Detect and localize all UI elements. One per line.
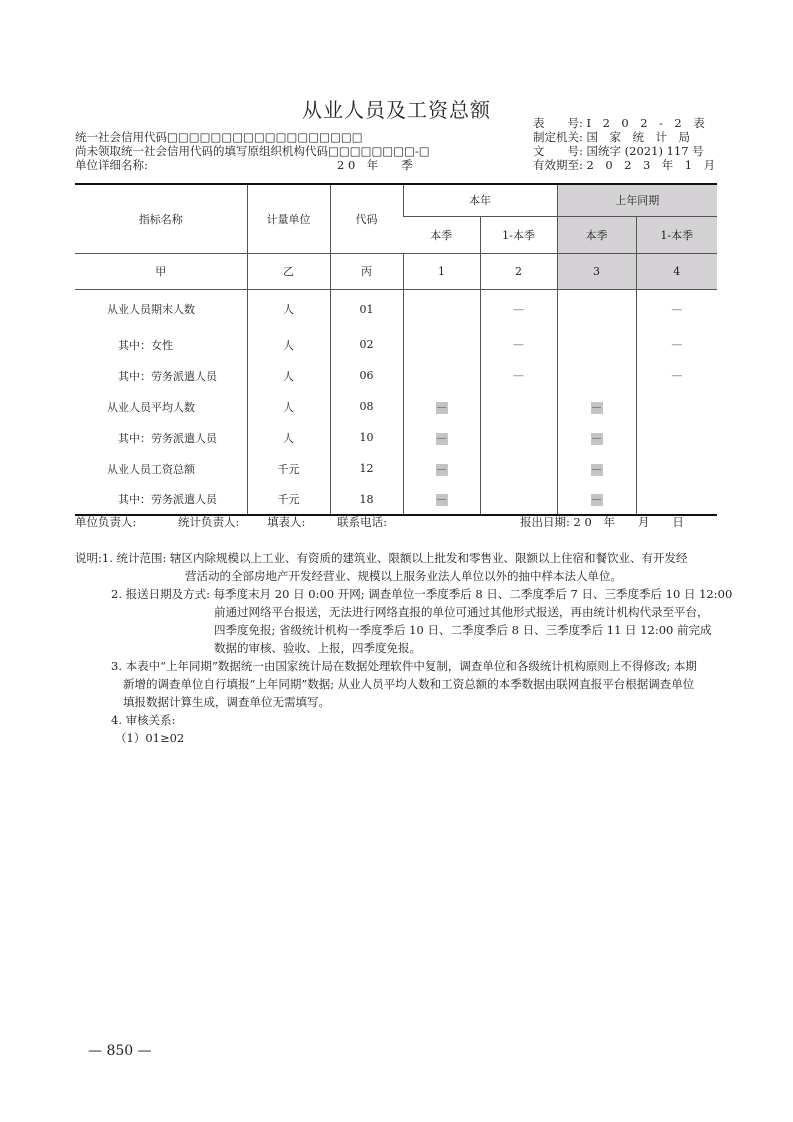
- value-cell-4: [636, 360, 717, 391]
- not-applicable-dash: —: [671, 369, 683, 382]
- value-cell-4[interactable]: [636, 484, 717, 515]
- index-cell: 3: [557, 253, 636, 289]
- code-cell: 06: [330, 360, 403, 391]
- value-cell-4: [636, 289, 717, 329]
- index-row: [75, 253, 717, 289]
- note-2: 2. 报送日期及方式: 每季度末月 20 日 0:00 开网; 调查单位一季度季后 8 日、二季度季后 7 日、三季度季后 10 日 12:00: [111, 587, 733, 601]
- computed-cell-marker: —: [436, 463, 447, 475]
- table-row: [75, 289, 717, 329]
- header-last-year: 上年同期: [557, 184, 717, 216]
- notes-label: 说明:: [75, 551, 102, 565]
- value-cell-3[interactable]: [557, 360, 636, 391]
- header-this-quarter: 本季: [403, 216, 480, 253]
- index-cell: 乙: [247, 253, 330, 289]
- indicator-name: 其中：劳务派遣人员: [75, 484, 247, 515]
- not-applicable-dash: —: [513, 369, 524, 382]
- value-cell-1[interactable]: [403, 289, 480, 329]
- table-row: [75, 422, 717, 453]
- note-3-cont: 填报数据计算生成，调查单位无需填写。: [123, 695, 330, 709]
- filler-label: 填表人:: [267, 515, 306, 529]
- computed-cell-marker: —: [436, 401, 447, 413]
- stat-head-label: 统计负责人:: [178, 515, 240, 529]
- computed-cell-marker: —: [591, 494, 602, 505]
- table-row: [75, 360, 717, 391]
- value-cell-1[interactable]: [403, 360, 480, 391]
- indicator-name: 其中：劳务派遣人员: [118, 369, 217, 383]
- note-1: 1. 统计范围: 辖区内除规模以上工业、有资质的建筑业、限额以上批发和零售业、限额以上住宿和餐饮业、有开发经: [101, 551, 688, 565]
- value-cell-3[interactable]: [557, 329, 636, 360]
- note-1-cont: 营活动的全部房地产开发经营业、规模以上服务业法人单位以外的抽中样本法人单位。: [185, 569, 622, 583]
- note-4-rule: （1）01≥02: [115, 731, 185, 745]
- value-cell-3[interactable]: [557, 289, 636, 329]
- issuing-authority: 制定机关: 国 家 统 计 局: [533, 130, 691, 144]
- value-cell-3: [557, 484, 636, 515]
- value-cell-1: [403, 453, 480, 484]
- period: 2 0 年 季: [337, 158, 413, 172]
- index-cell: 丙: [330, 253, 403, 289]
- header-ly-ytd: 1-本季: [636, 216, 717, 253]
- index-cell: 1: [403, 253, 480, 289]
- header-ly-this-quarter: 本季: [557, 216, 636, 253]
- unit-cell: 人: [247, 329, 330, 360]
- table-row: [75, 453, 717, 484]
- not-applicable-dash: —: [513, 302, 524, 316]
- unit-cell: 人: [247, 422, 330, 453]
- header-unit: 计量单位: [247, 184, 330, 253]
- unit-cell: 人: [247, 360, 330, 391]
- index-cell: 2: [480, 253, 557, 289]
- phone-label: 联系电话:: [337, 515, 387, 529]
- value-cell-2[interactable]: [480, 453, 557, 484]
- value-cell-2[interactable]: [480, 391, 557, 422]
- org-code-line: 尚未领取统一社会信用代码的填写原组织机构代码□□□□□□□□-□: [75, 144, 430, 158]
- valid-until: 有效期至: 2 0 2 3 年 1 月: [533, 158, 716, 172]
- indicator-name: 其中：劳务派遣人员: [118, 431, 217, 445]
- value-cell-4[interactable]: [636, 453, 717, 484]
- header-ytd: 1-本季: [480, 216, 557, 253]
- note-3-cont: 新增的调查单位自行填报“上年同期”数据; 从业人员平均人数和工资总额的本季数据由联网直报平台根据调查单位: [123, 677, 695, 691]
- indicator-name: 从业人员平均人数: [107, 400, 195, 414]
- value-cell-2[interactable]: [480, 422, 557, 453]
- unit-cell: 人: [247, 289, 330, 329]
- index-cell: 4: [636, 253, 717, 289]
- computed-cell-marker: —: [436, 494, 447, 505]
- header-indicator: 指标名称: [75, 184, 247, 253]
- indicator-name: 其中：女性: [118, 338, 173, 352]
- header-right: [533, 116, 715, 172]
- computed-cell-marker: —: [591, 432, 602, 444]
- unit-cell: 千元: [247, 453, 330, 484]
- table-row: [75, 329, 717, 360]
- note-3: 3. 本表中“上年同期”数据统一由国家统计局在数据处理软件中复制，调查单位和各级统计机构原则上不得修改; 本期: [111, 659, 697, 673]
- computed-cell-marker: —: [591, 401, 602, 413]
- not-applicable-dash: —: [671, 338, 683, 351]
- unit-name-line: 单位详细名称:: [75, 158, 148, 172]
- indicator-name: 从业人员期末人数: [107, 303, 195, 317]
- code-cell: 18: [330, 484, 403, 515]
- indicator-name: 从业人员工资总额: [107, 462, 195, 476]
- table-row: [75, 484, 717, 515]
- document-number: 文 号: 国统字 (2021) 117 号: [533, 144, 704, 158]
- code-cell: 12: [330, 453, 403, 484]
- code-cell: 02: [330, 329, 403, 360]
- code-cell: 10: [330, 422, 403, 453]
- note-2-cont: 前通过网络平台报送，无法进行网络直报的单位可通过其他形式报送，再由统计机构代录至平台，: [214, 605, 709, 619]
- value-cell-2: [480, 360, 557, 391]
- value-cell-3: [557, 422, 636, 453]
- credit-code-line: 统一社会信用代码□□□□□□□□□□□□□□□□□□: [75, 130, 363, 144]
- computed-cell-marker: —: [591, 463, 602, 475]
- page-number: — 850 —: [88, 1043, 152, 1059]
- value-cell-1: [403, 422, 480, 453]
- value-cell-3: [557, 391, 636, 422]
- value-cell-2: [480, 329, 557, 360]
- form-number: 表 号: I 2 0 2 - 2 表: [533, 116, 705, 130]
- unit-cell: 人: [247, 391, 330, 422]
- not-applicable-dash: —: [513, 338, 524, 351]
- report-date: 报出日期: 2 0 年 月 日: [520, 515, 684, 529]
- code-cell: 08: [330, 391, 403, 422]
- notes: [75, 549, 732, 747]
- value-cell-3: [557, 453, 636, 484]
- note-2-cont: 数据的审核、验收、上报，四季度免报。: [214, 641, 421, 655]
- table-row: [75, 391, 717, 422]
- unit-cell: 千元: [247, 484, 330, 515]
- index-cell: 甲: [75, 253, 247, 289]
- value-cell-1: [403, 391, 480, 422]
- value-cell-1[interactable]: [403, 329, 480, 360]
- header-this-year: 本年: [403, 184, 557, 216]
- note-4: 4. 审核关系:: [111, 713, 176, 727]
- unit-head-label: 单位负责人:: [75, 515, 137, 529]
- note-2-cont: 四季度免报; 省级统计机构一季度季后 10 日、二季度季后 8 日、三季度季后 11 日 12:00 前完成: [214, 623, 712, 637]
- value-cell-2[interactable]: [480, 484, 557, 515]
- page-title: 从业人员及工资总额: [302, 98, 491, 122]
- value-cell-2: [480, 289, 557, 329]
- value-cell-4[interactable]: [636, 391, 717, 422]
- footer: [75, 515, 387, 529]
- computed-cell-marker: —: [436, 432, 447, 444]
- value-cell-1: [403, 484, 480, 515]
- value-cell-4: [636, 329, 717, 360]
- not-applicable-dash: —: [671, 302, 683, 316]
- data-table: [75, 183, 717, 516]
- header-code: 代码: [330, 184, 403, 253]
- value-cell-4[interactable]: [636, 422, 717, 453]
- code-cell: 01: [330, 289, 403, 329]
